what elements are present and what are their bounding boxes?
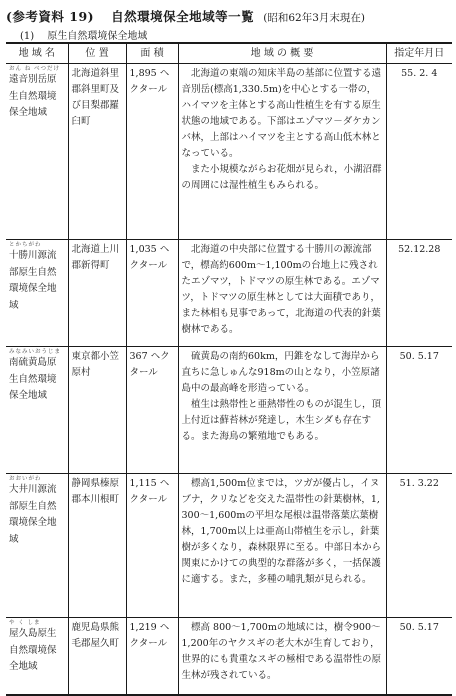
- overview-paragraph: 標高 800～1,700mの地域には，樹令900～1,200年のヤクスギの老大木が生育しており，世界的にも貴重なスギの極相である温帯性の原生林が残されている。: [181, 622, 382, 681]
- area-name: 南硫黄島原生自然環境保全地域: [9, 357, 57, 401]
- page-title: 自然環境保全地域等一覧: [111, 9, 255, 24]
- section-subtitle: [20, 27, 147, 42]
- section-number: (1): [20, 31, 35, 42]
- table-row: [6, 240, 452, 347]
- column-header-area: 面 積: [126, 43, 178, 64]
- table-row: [6, 474, 452, 618]
- table-row: [6, 64, 452, 240]
- area-cell: 1,115 ヘクタール: [126, 474, 178, 618]
- area-name-cell: [6, 240, 68, 347]
- name-reading: とかちがわ: [9, 242, 42, 248]
- name-reading: おん ね べつだけ: [9, 66, 60, 72]
- designation-date-cell: 55. 2. 4: [386, 64, 452, 240]
- area-cell: 1,035 ヘクタール: [126, 240, 178, 347]
- area-cell: 1,895 ヘクタール: [126, 64, 178, 240]
- name-reading: や く しま: [9, 620, 41, 626]
- column-header-overview: 地 域 の 概 要: [178, 43, 386, 64]
- page-header: [6, 6, 365, 25]
- area-name: 屋久島原生自然環境保全地域: [9, 628, 57, 672]
- date-note: (昭和62年3月末現在): [263, 12, 366, 24]
- name-reading: みなみいおうじま: [9, 349, 62, 355]
- overview-cell: [178, 64, 386, 240]
- overview-cell: [178, 474, 386, 618]
- column-header-location: 位 置: [68, 43, 126, 64]
- table-row: [6, 347, 452, 474]
- area-name-cell: [6, 474, 68, 618]
- area-cell: 1,219 ヘクタール: [126, 618, 178, 696]
- reference-label: (参考資料 19): [6, 9, 95, 24]
- location-cell: 北海道斜里郡斜里町及び目梨郡羅臼町: [68, 64, 126, 240]
- area-name: 十勝川源流部原生自然環境保全地域: [9, 250, 57, 311]
- area-cell: 367 ヘクタール: [126, 347, 178, 474]
- table-header-row: [6, 43, 452, 64]
- location-cell: 東京都小笠原村: [68, 347, 126, 474]
- overview-paragraph: 硫黄島の南約60km，円錐をなして海岸から直ちに急しゅんな918mの山となり，小笠原諸島中の最高峰を形造っている。: [181, 351, 380, 394]
- designation-date-cell: 50. 5.17: [386, 618, 452, 696]
- overview-cell: [178, 618, 386, 696]
- designation-date-cell: 52.12.28: [386, 240, 452, 347]
- area-name: 遠音別岳原生自然環境保全地域: [9, 74, 57, 118]
- designation-date-cell: 50. 5.17: [386, 347, 452, 474]
- overview-cell: [178, 347, 386, 474]
- column-header-date: 指定年月日: [386, 43, 452, 64]
- overview-paragraph: 北海道の中央部に位置する十勝川の源流部で，標高約600m～1,100mの台地上に残されたエゾマツ，トドマツの原生林である。エゾマツ，トドマツの原生林としては大面積であり，また林相も見事であって，北海道の代表的針葉樹林である。: [181, 244, 381, 335]
- location-cell: 静岡県榛原郡本川根町: [68, 474, 126, 618]
- area-name-cell: [6, 64, 68, 240]
- location-cell: 北海道上川郡新得町: [68, 240, 126, 347]
- name-reading: おおいがわ: [9, 476, 42, 482]
- section-title: 原生自然環境保全地域: [47, 31, 148, 42]
- area-name-cell: [6, 618, 68, 696]
- conservation-areas-table: [6, 42, 452, 696]
- area-name-cell: [6, 347, 68, 474]
- overview-paragraph: 植生は熱帯性と亜熱帯性のものが混生し，頂上付近は蘚苔林が発達し，木生シダも存在する。また海鳥の繁殖地でもある。: [181, 399, 382, 442]
- overview-cell: [178, 240, 386, 347]
- location-cell: 鹿児島県熊毛郡屋久町: [68, 618, 126, 696]
- overview-paragraph: 北海道の東端の知床半島の基部に位置する遠音別岳(標高1,330.5m)を中心とする一帯の，ハイマツを主体とする高山性植生を有する原生状態の地域である。下部はエゾマツ－ダケカンバ林，上部はハイマツを主とする高山低木林となっている。: [181, 68, 382, 159]
- area-name: 大井川源流部原生自然環境保全地域: [9, 484, 57, 545]
- overview-paragraph: 標高1,500m位までは，ツガが優占し，イヌブナ，クリなどを交えた温帯性の針葉樹林，1,300～1,600mの平坦な尾根は温帯落葉広葉樹林，1,700m以上は亜高山帯植生を示し，針葉樹が多くなり，森林限界に至る。中部日本から関東にかけての典型的な群落が多く，一括保護に適する。また，多種の哺乳類が見られる。: [181, 478, 382, 585]
- column-header-name: 地 域 名: [6, 43, 68, 64]
- designation-date-cell: 51. 3.22: [386, 474, 452, 618]
- overview-paragraph: また小規模ながらお花畑が見られ，小湖沼群の周囲には湿性植生もみられる。: [181, 164, 382, 191]
- table-row: [6, 618, 452, 696]
